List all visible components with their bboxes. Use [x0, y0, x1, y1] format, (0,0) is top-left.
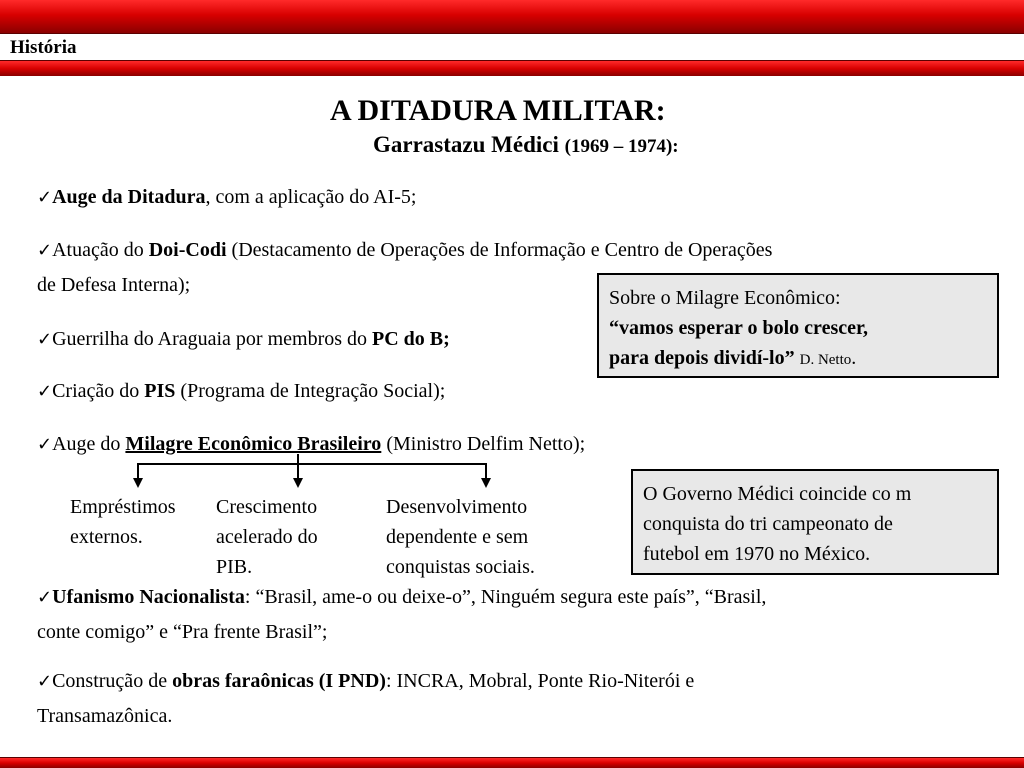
branch-desenvolvimento	[386, 492, 535, 582]
bullet-bold: Doi-Codi	[148, 239, 227, 261]
callout-intro: Sobre o Milagre Econômico:	[609, 287, 841, 309]
branch-line: Desenvolvimento	[386, 496, 528, 518]
callout-line: conquista do tri campeonato de	[643, 513, 893, 535]
bullet-text: (Destacamento de Operações de Informação e Centro de Operações	[226, 239, 773, 261]
bullet-ufanismo	[37, 580, 997, 649]
footer-band	[0, 757, 1024, 768]
branch-crescimento	[216, 492, 318, 582]
subject-label: História	[10, 37, 77, 58]
check-icon: ✓	[37, 671, 53, 692]
callout-futebol	[631, 469, 999, 575]
branch-emprestimos	[70, 492, 176, 552]
bullet-text: , com a aplicação do AI-5;	[205, 186, 417, 208]
bullet-bold: Ufanismo Nacionalista	[52, 586, 245, 608]
bullet-text: : INCRA, Mobral, Ponte Rio-Niterói e	[385, 670, 695, 692]
bullet-bold: obras faraônicas (I PND)	[172, 670, 386, 692]
branch-line: externos.	[70, 526, 143, 548]
slide-title: A DITADURA MILITAR:	[330, 94, 666, 127]
check-icon: ✓	[37, 434, 53, 455]
branch-line: Empréstimos	[70, 496, 176, 518]
bullet-pre: Construção de	[52, 670, 173, 692]
bullet-pre: Atuação do	[52, 239, 149, 261]
subtitle-period: (1969 – 1974):	[564, 136, 679, 157]
check-icon: ✓	[37, 240, 53, 261]
callout-line: futebol em 1970 no México.	[643, 543, 871, 565]
branch-line: conquistas sociais.	[386, 556, 535, 578]
callout-author: D. Netto	[799, 352, 852, 368]
bullet-line2: conte comigo” e “Pra frente Brasil”;	[37, 621, 328, 643]
bullet-bold: PIS	[144, 380, 176, 402]
callout-quote-line2: para depois dividí-lo”	[609, 347, 795, 369]
bullet-text: (Programa de Integração Social);	[175, 380, 446, 402]
check-icon: ✓	[37, 187, 53, 208]
bullet-line2: Transamazônica.	[37, 705, 173, 727]
branch-arrow-3	[481, 478, 491, 488]
callout-line: O Governo Médici coincide co m	[643, 483, 912, 505]
branch-arrow-2	[293, 478, 303, 488]
subtitle-name: Garrastazu Médici	[373, 132, 559, 157]
branch-line: dependente e sem	[386, 526, 529, 548]
check-icon: ✓	[37, 381, 53, 402]
branch-line: PIB.	[216, 556, 253, 578]
callout-quote-line1: “vamos esperar o bolo crescer,	[609, 317, 869, 339]
branch-bracket-line	[138, 464, 486, 480]
bullet-text: : “Brasil, ame-o ou deixe-o”, Ninguém segura este país”, “Brasil,	[244, 586, 767, 608]
bullet-pre: Criação do	[52, 380, 145, 402]
bullet-bold: PC do B;	[372, 328, 450, 350]
check-icon: ✓	[37, 587, 53, 608]
bullet-text: (Ministro Delfim Netto);	[381, 433, 586, 455]
bullet-obras	[37, 664, 997, 733]
branch-line: acelerado do	[216, 526, 318, 548]
branch-arrow-1	[133, 478, 143, 488]
bullet-bold: Auge da Ditadura	[52, 186, 206, 208]
bullet-line2: de Defesa Interna);	[37, 274, 191, 296]
check-icon: ✓	[37, 329, 53, 350]
callout-milagre-quote	[597, 273, 999, 378]
bullet-bold: Milagre Econômico Brasileiro	[125, 433, 382, 455]
bullet-pre: Auge do	[52, 433, 126, 455]
branch-line: Crescimento	[216, 496, 318, 518]
bullet-pre: Guerrilha do Araguaia por membros do	[52, 328, 373, 350]
callout-end: .	[851, 347, 857, 369]
